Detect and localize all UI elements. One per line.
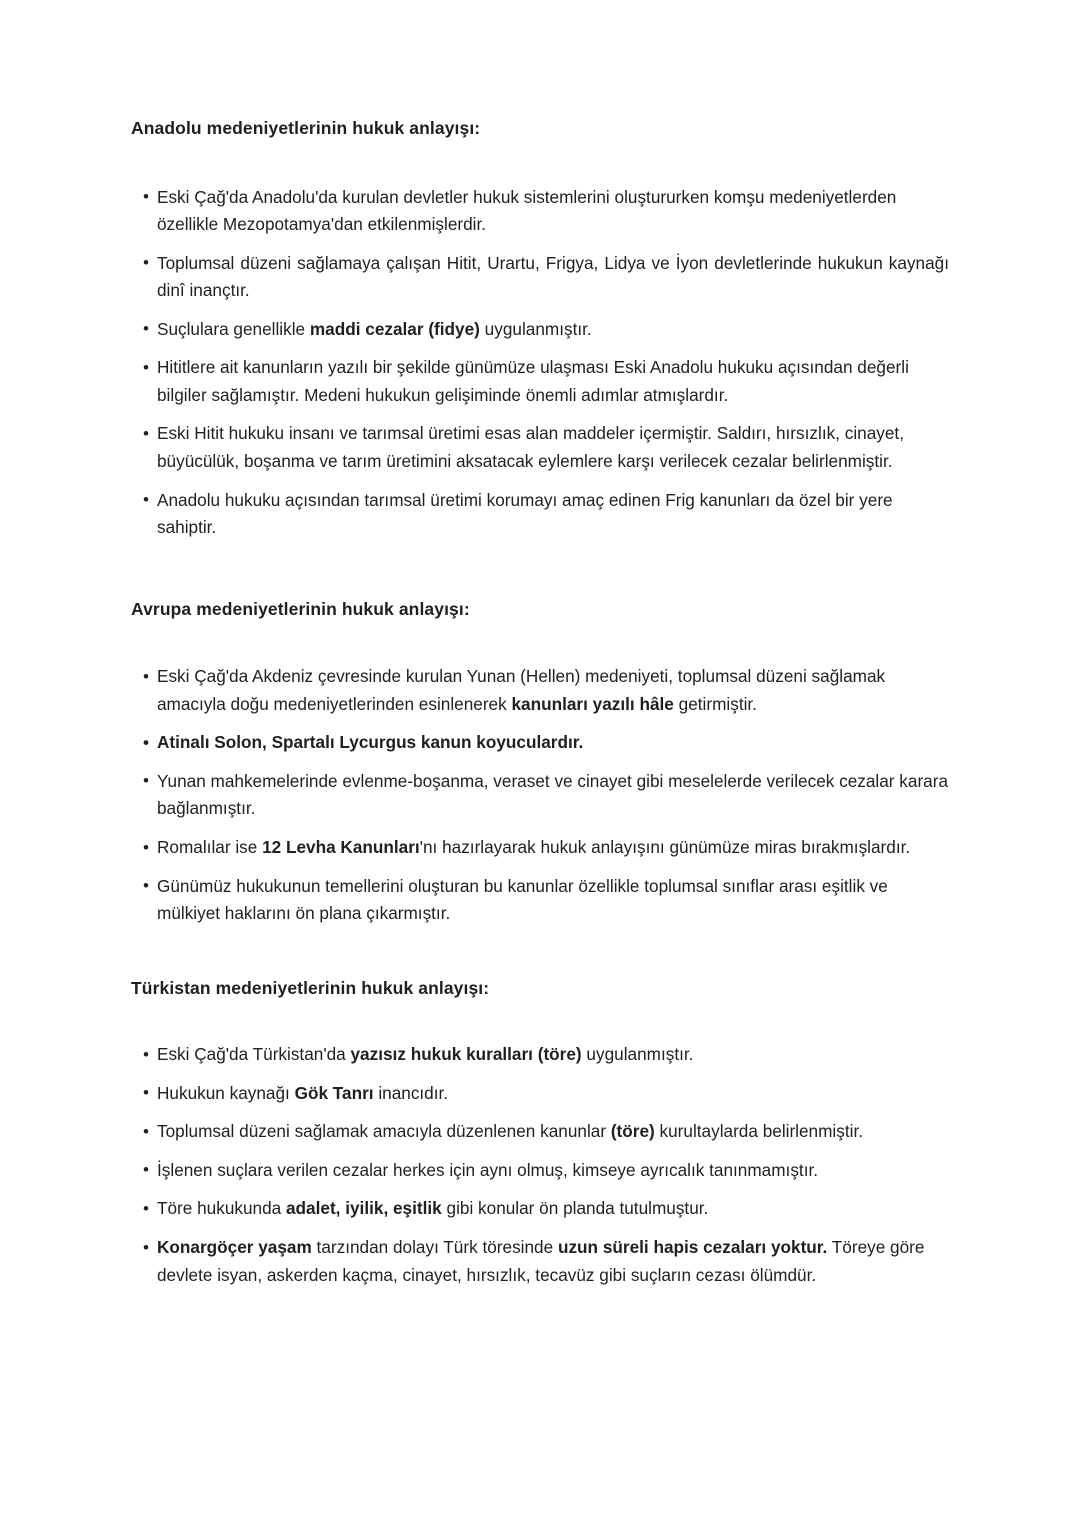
list-item <box>131 487 949 542</box>
text-run: Hititlere ait kanunların yazılı bir şekilde günümüze ulaşması Eski Anadolu hukuku açısından değerli bilgiler sağlamıştır. Medeni hukukun gelişiminde önemli adımlar atmışlardır. <box>157 357 909 405</box>
bold-run: adalet, iyilik, eşitlik <box>286 1198 442 1219</box>
spacer <box>131 928 949 978</box>
document-content <box>131 118 949 1289</box>
text-run: getirmiştir. <box>673 693 757 714</box>
list-item <box>131 768 949 823</box>
list-item <box>131 663 949 718</box>
bold-run: Gök Tanrı <box>294 1082 374 1103</box>
text-run: Günümüz hukukunun temellerini oluşturan bu kanunlar özellikle toplumsal sınıflar arası eşitlik ve mülkiyet haklarını ön plana çıkarmıştır. <box>157 875 888 924</box>
list-item <box>131 1195 949 1223</box>
text-run: Eski Çağ'da Anadolu'da kurulan devletler hukuk sistemlerini oluştururken komşu medeniyetlerden özellikle Mezopotamya'dan etkilenmişlerdir. <box>157 186 897 235</box>
bullet-list-avrupa <box>131 663 949 927</box>
text-run: uygulanmıştır. <box>479 318 592 339</box>
bold-run: maddi cezalar (fidye) <box>309 318 480 339</box>
text-run: Eski Çağ'da Türkistan'da <box>157 1044 351 1065</box>
text-run: Suçlulara genellikle <box>157 318 310 339</box>
section-heading-anadolu: Anadolu medeniyetlerinin hukuk anlayışı: <box>131 118 481 138</box>
bold-run: Atinalı Solon, Spartalı Lycurgus kanun koyuculardır. <box>157 732 584 753</box>
spacer <box>131 140 949 184</box>
list-item <box>131 1118 949 1146</box>
text-run: İşlenen suçlara verilen cezalar herkes için aynı olmuş, kimseye ayrıcalık tanınmamıştır. <box>157 1159 819 1180</box>
list-item <box>131 1234 949 1289</box>
text-run: Eski Çağ'da Akdeniz çevresinde kurulan Yunan (Hellen) medeniyeti, toplumsal düzeni sağlamak amacıyla doğu medeniyetlerinden esinlenerek <box>157 666 886 714</box>
text-run: Hukukun kaynağı <box>157 1082 295 1103</box>
text-run: inancıdır. <box>373 1082 449 1103</box>
list-item <box>131 184 949 239</box>
text-run: Toplumsal düzeni sağlamaya çalışan Hitit, Urartu, Frigya, Lidya ve İyon devletlerinde hukukun kaynağı dinî inançtır. <box>157 252 949 301</box>
bold-run: (töre) <box>610 1121 655 1142</box>
list-item <box>131 1041 949 1069</box>
list-item <box>131 873 949 928</box>
text-run: 'nı hazırlayarak hukuk anlayışını günümüze miras bırakmışlardır. <box>419 837 911 857</box>
text-run: tarzından dolayı Türk töresinde <box>311 1237 558 1257</box>
text-run: Toplumsal düzeni sağlamak amacıyla düzenlenen kanunlar <box>157 1121 611 1142</box>
bold-run: yazısız hukuk kuralları (töre) <box>350 1044 582 1065</box>
spacer <box>131 542 949 599</box>
text-run: kurultaylarda belirlenmiştir. <box>654 1121 863 1142</box>
text-run: Töre hukukunda <box>157 1198 286 1219</box>
bullet-list-anadolu <box>131 184 949 542</box>
text-run: gibi konular ön planda tutulmuştur. <box>441 1198 709 1219</box>
text-run: Eski Hitit hukuku insanı ve tarımsal üretimi esas alan maddeler içermiştir. Saldırı, hırsızlık, cinayet, büyücülük, boşanma ve tarım üretimini aksatacak eylemlere karşı verilecek cezalar belirlenmiştir. <box>157 423 904 471</box>
bold-run: uzun süreli hapis cezaları yoktur. <box>557 1237 828 1257</box>
section-heading-avrupa: Avrupa medeniyetlerinin hukuk anlayışı: <box>131 598 470 619</box>
text-run: Yunan mahkemelerinde evlenme-boşanma, veraset ve cinayet gibi meselelerde verilecek cezalar karara bağlanmıştır. <box>157 770 949 819</box>
text-run: Anadolu hukuku açısından tarımsal üretimi korumayı amaç edinen Frig kanunları da özel bir yere sahiptir. <box>157 489 893 538</box>
list-item <box>131 354 949 409</box>
spacer <box>131 999 949 1041</box>
list-item <box>131 420 949 475</box>
list-item <box>131 1157 949 1185</box>
text-run: Töreye göre devlete isyan, askerden kaçma, cinayet, hırsızlık, tecavüz gibi suçların cezası ölümdür. <box>157 1237 925 1285</box>
section-heading-turkistan: Türkistan medeniyetlerinin hukuk anlayışı: <box>131 977 490 998</box>
text-run: uygulanmıştır. <box>581 1044 694 1065</box>
bold-run: Konargöçer yaşam <box>157 1237 312 1257</box>
text-run: Romalılar ise <box>157 837 263 857</box>
bold-run: 12 Levha Kanunları <box>262 837 420 857</box>
list-item <box>131 834 949 862</box>
bullet-list-turkistan <box>131 1041 949 1289</box>
list-item <box>131 250 949 305</box>
spacer <box>131 620 949 663</box>
list-item <box>131 316 949 344</box>
list-item <box>131 1080 949 1108</box>
list-item <box>131 729 949 757</box>
bold-run: kanunları yazılı hâle <box>511 693 674 714</box>
